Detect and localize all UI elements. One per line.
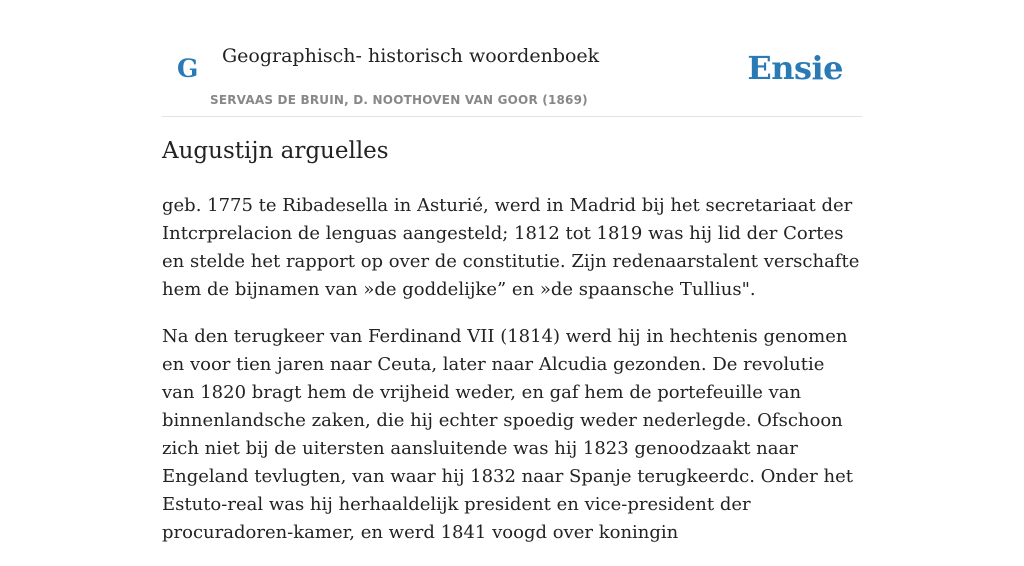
entry-content [162,192,862,566]
book-logo[interactable]: G [177,54,199,83]
entry-title: Augustijn arguelles [162,138,389,164]
entry-paragraph-1: geb. 1775 te Ribadesella in Asturié, werd in Madrid bij het secretariaat der Intcrprelacion de lenguas aangesteld; 1812 tot 1819 was hij lid der Cortes en stelde het rapport op over de constitutie. Zijn redenaarstalent verschafte hem de bijnamen van »de goddelijke” en »de spaansche Tullius". [162,195,860,300]
entry-paragraph-2: Na den terugkeer van Ferdinand VII (1814) werd hij in hechtenis genomen en voor tien jaren naar Ceuta, later naar Alcudia gezonden. De revolutie van 1820 bragt hem de vrijheid weder, en gaf hem de portefeuille van binnenlandsche zaken, die hij echter spoedig weder nederlegde. Ofschoon zich niet bij de uitersten aansluitende was hij 1823 genoodzaakt naar Engeland tevlugten, van waar hij 1832 naar Spanje terugkeerdc. Onder het Estuto-real was hij herhaaldelijk president en vice-president der procuradoren-kamer, en werd 1841 voogd over koningin [162,326,853,543]
book-title-link[interactable]: Geographisch- historisch woordenboek [222,45,600,67]
ensie-logo[interactable]: Ensie [747,49,843,87]
header [162,0,862,117]
book-author: SERVAAS DE BRUIN, D. NOOTHOVEN VAN GOOR (1869) [210,93,588,107]
